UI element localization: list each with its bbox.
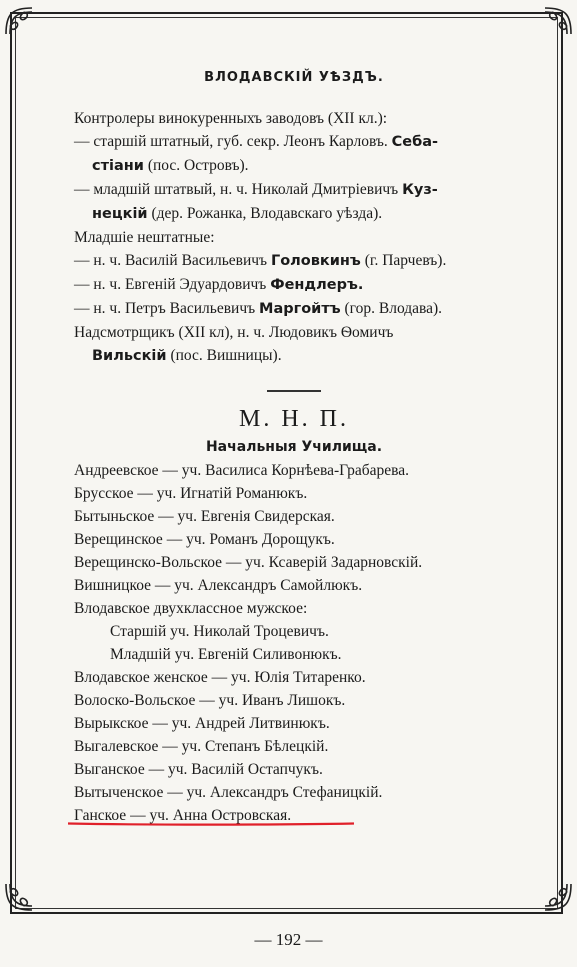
school-entry-highlighted: Ганское — уч. Анна Островская.	[74, 807, 292, 824]
junior-controller-line-2: нецкій (дер. Рожанка, Влодавскаго уѣзда).	[92, 205, 383, 222]
section-title: ВЛОДАВСКIЙ УѢЗДЪ.	[204, 70, 384, 85]
school-entry: Выганское — уч. Василій Остапчукъ.	[74, 761, 323, 778]
school-entry: Верещинское — уч. Романъ Дорощукъ.	[74, 531, 335, 548]
corner-ornament-icon	[541, 4, 575, 38]
nonstaff-line: — н. ч. Евгеній Эдуардовичъ Фендлеръ.	[74, 276, 364, 293]
senior-name-part: стiани	[92, 158, 144, 174]
corner-ornament-icon	[2, 880, 36, 914]
overseer-line-2: Вильскій (пос. Вишницы).	[92, 347, 282, 364]
red-underline-mark	[68, 822, 354, 826]
senior-controller-line-2: стiани (пос. Островъ).	[92, 157, 249, 174]
school-entry: Брусское — уч. Игнатій Романюкъ.	[74, 485, 308, 502]
school-entry: Волоско-Вольское — уч. Иванъ Лишокъ.	[74, 692, 346, 709]
mnp-title: М. Н. П.	[238, 406, 349, 432]
corner-ornament-icon	[541, 880, 575, 914]
schools-subtitle: Начальныя Училища.	[205, 439, 383, 455]
senior-controller-line: — старшій штатный, губ. секр. Леонъ Карловъ. Себа-	[74, 133, 439, 150]
controllers-heading: Контролеры винокуренныхъ заводовъ (XII кл.):	[74, 110, 388, 127]
page-number: — 192 —	[254, 930, 323, 949]
school-entry: Влодавское женское — уч. Юлія Титаренко.	[74, 669, 366, 686]
corner-ornament-icon	[2, 4, 36, 38]
junior-controller-line: — младшій штатвый, н. ч. Николай Дмитріевичъ Куз-	[74, 181, 438, 198]
page-content	[74, 70, 514, 827]
school-entry: Вырыкское — уч. Андрей Литвинюкъ.	[74, 715, 330, 732]
school-entry: Андреевское — уч. Василиса Корнѣева-Грабарева.	[74, 462, 410, 479]
school-entry: Влодавское двухклассное мужское:	[74, 600, 308, 617]
school-staff-entry: Младшій уч. Евгеній Силивонюкъ.	[110, 646, 342, 663]
school-entry: Верещинско-Вольское — уч. Ксаверій Задарновскій.	[74, 554, 423, 571]
overseer-line: Надсмотрщикъ (XII кл), н. ч. Людовикъ Ѳомичъ	[74, 324, 394, 341]
school-entry: Вишницкое — уч. Александръ Самойлюкъ.	[74, 577, 363, 594]
junior-name-part: нецкій	[92, 206, 148, 222]
nonstaff-line: — н. ч. Петръ Васильевичъ Маргойтъ (гор. Влодава).	[74, 300, 443, 317]
senior-name-part: Себа-	[391, 134, 439, 150]
nonstaff-heading: Младшіе нештатные:	[74, 229, 215, 246]
nonstaff-line: — н. ч. Василій Васильевичъ Головкинъ (г. Парчевъ).	[74, 252, 447, 269]
school-staff-entry: Старшій уч. Николай Троцевичъ.	[110, 623, 329, 640]
school-entry: Бытыньское — уч. Евгенія Свидерская.	[74, 508, 335, 525]
section-divider	[267, 390, 321, 392]
junior-name-part: Куз-	[402, 182, 438, 198]
school-entry: Выгалевское — уч. Степанъ Бѣлецкій.	[74, 738, 329, 755]
school-entry: Вытыченское — уч. Александръ Стефаницкій.	[74, 784, 383, 801]
